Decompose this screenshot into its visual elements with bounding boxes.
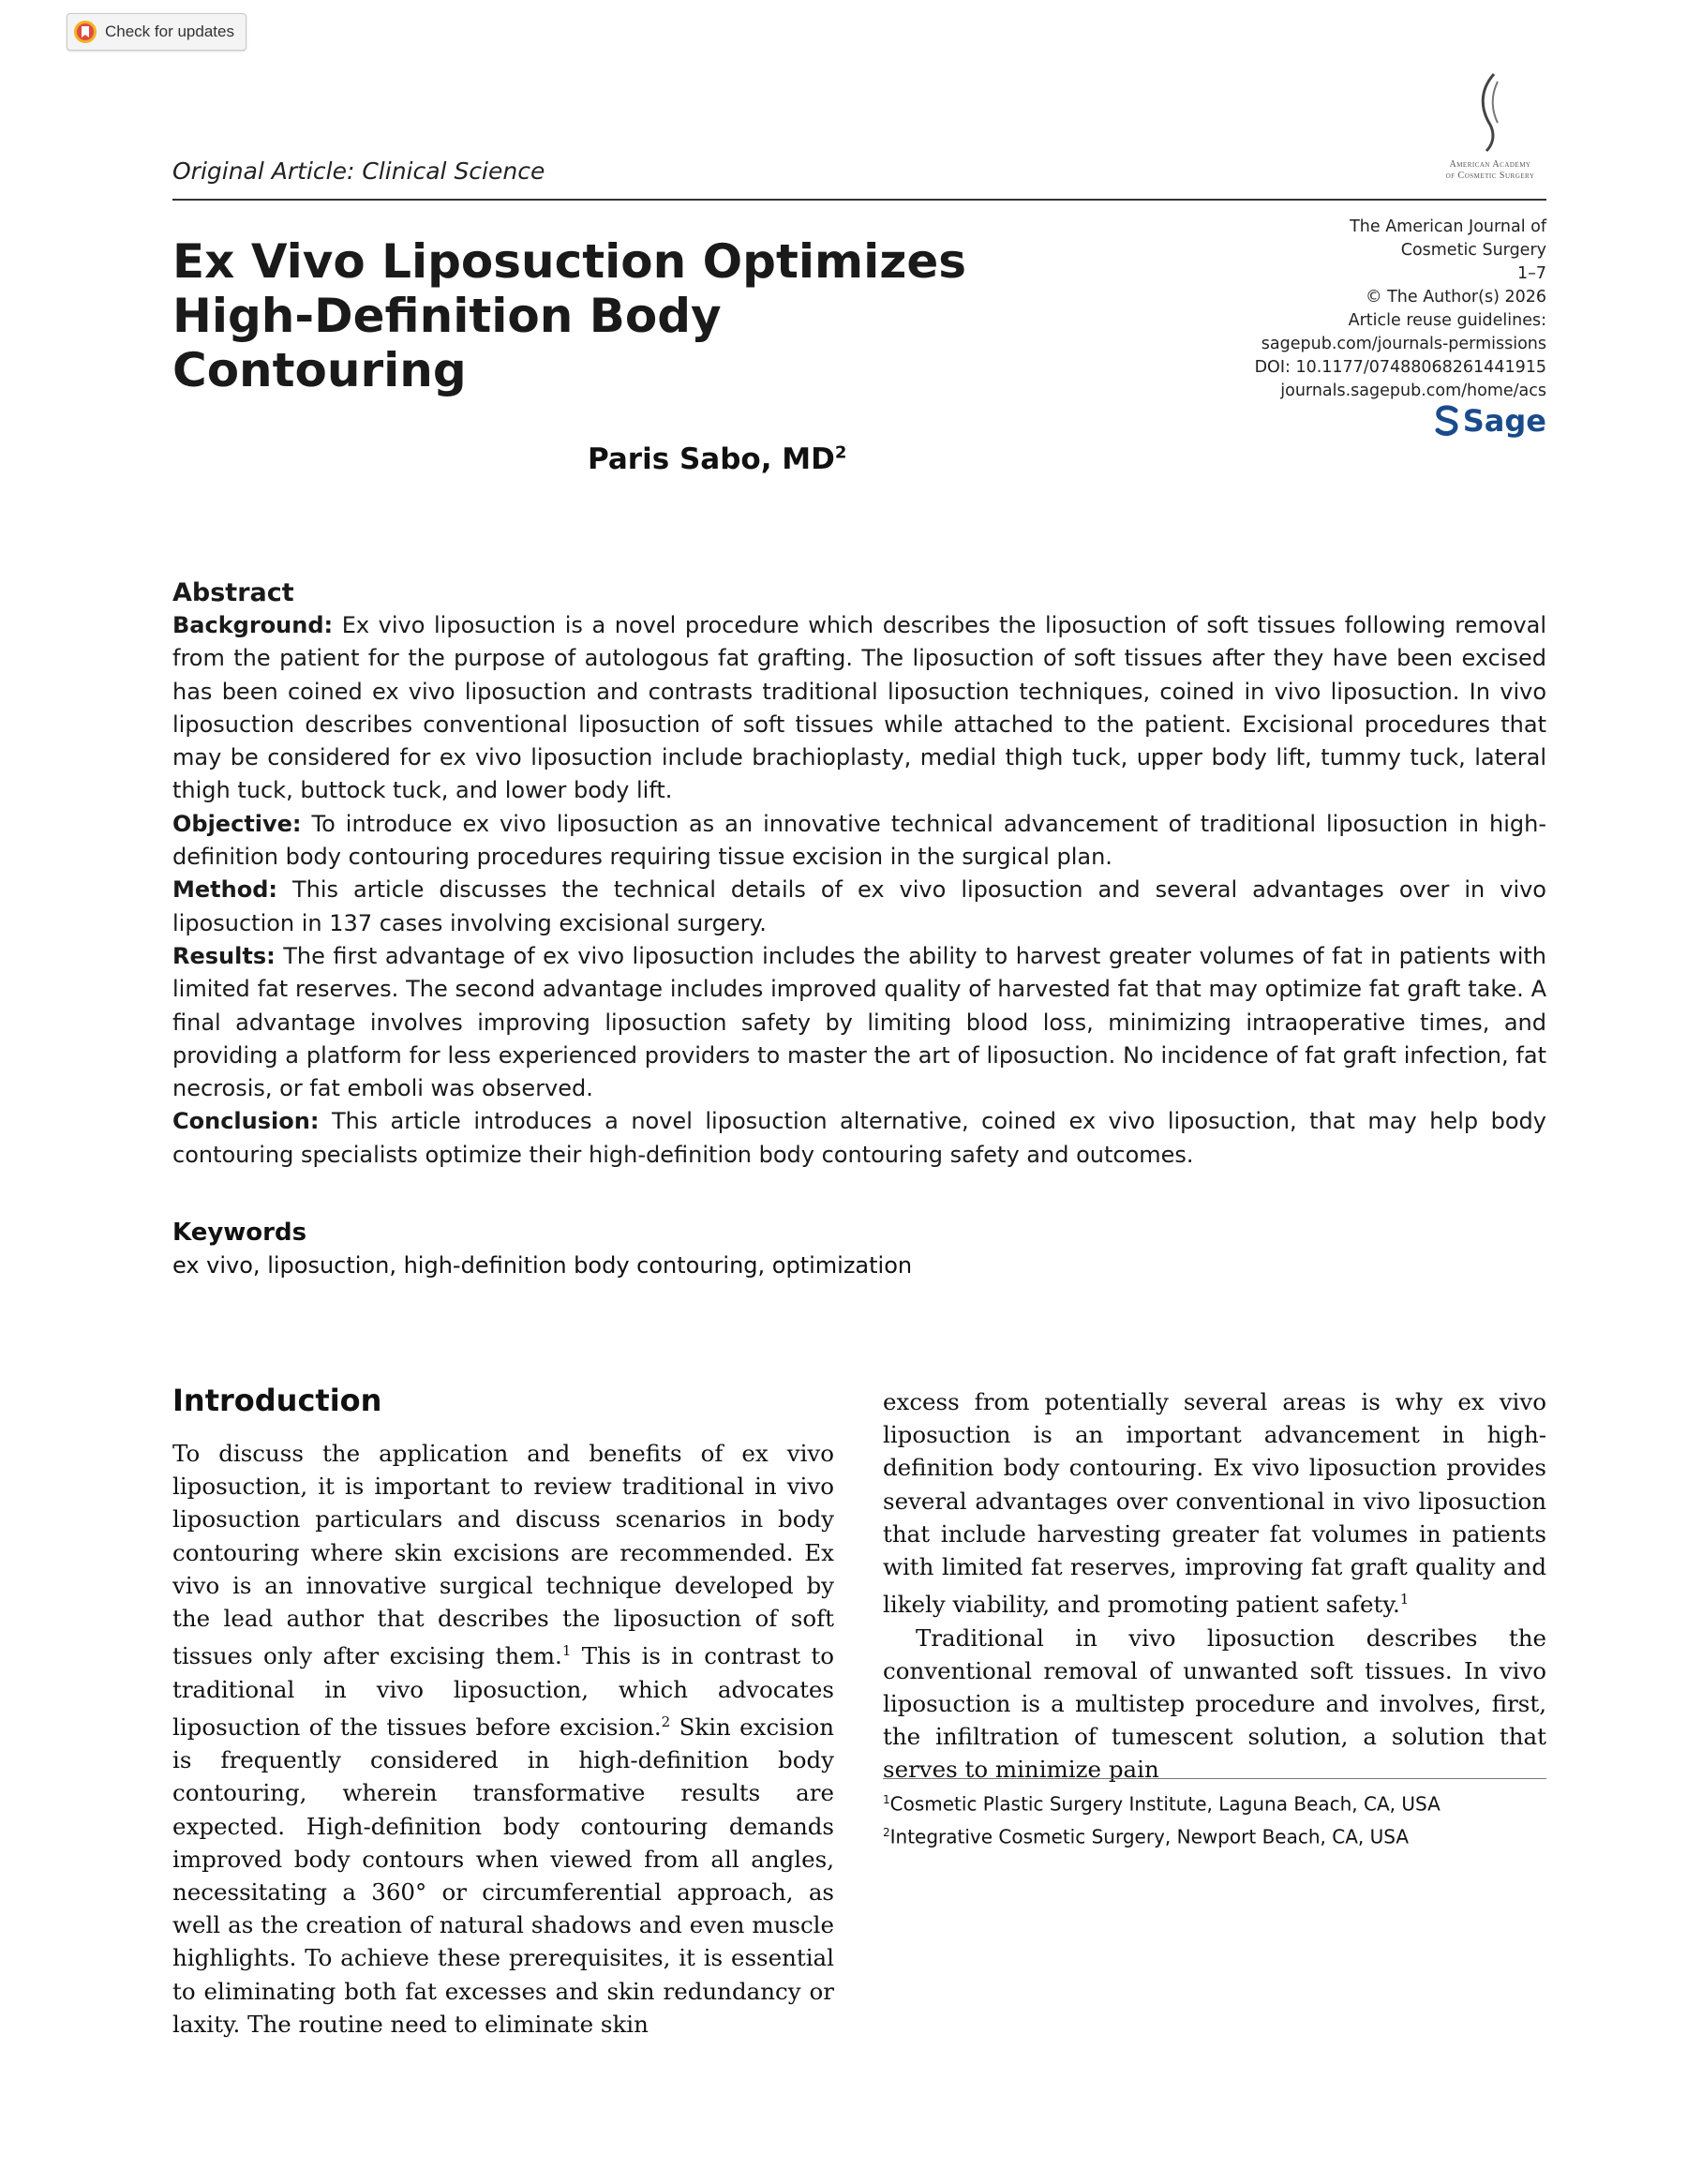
- reuse-label: Article reuse guidelines:: [1348, 311, 1546, 330]
- article-type: Original Article: Clinical Science: [172, 157, 545, 185]
- doi[interactable]: DOI: 10.1177/07488068261441915: [1254, 358, 1546, 377]
- objective-label: Objective:: [172, 810, 302, 837]
- abstract-results: [172, 940, 1546, 1105]
- aacs-logo: [1429, 70, 1551, 187]
- abstract-background: [172, 609, 1546, 808]
- footnote-item: [883, 1818, 1546, 1851]
- check-for-updates-button[interactable]: [67, 13, 246, 51]
- permissions-link[interactable]: sagepub.com/journals-permissions: [1261, 335, 1546, 353]
- results-label: Results:: [172, 942, 276, 969]
- journal-name-line2: Cosmetic Surgery: [1400, 241, 1546, 260]
- article-title-line2: High-Definition Body Contouring: [172, 289, 722, 397]
- intro-text-a: To discuss the application and benefits of ex vivo liposuction, it is important to review traditional in vivo liposuction particulars and discuss scenarios in body contouring where skin excisions are recommended. Ex vivo is an innovative surgical technique developed by the lead author that describes the liposuction of soft tissues only after excising them.: [172, 1440, 834, 1670]
- abstract-conclusion: [172, 1105, 1546, 1172]
- intro-paragraph-1: [172, 1437, 834, 2041]
- author-affiliation-mark: 2: [834, 442, 847, 463]
- check-for-updates-label: Check for updates: [105, 22, 234, 40]
- background-label: Background:: [172, 612, 334, 638]
- journal-info: [1255, 216, 1546, 403]
- background-text: Ex vivo liposuction is a novel procedure which describes the liposuction of soft tissues following removal from the patient for the purpose of autologous fat grafting. The liposuction of soft tissues after they have been excised has been coined ex vivo liposuction and contrasts traditional liposuction techniques, coined in vivo liposuction. In vivo liposuction describes conventional liposuction of soft tissues while attached to the patient. Excisional procedures that may be considered for ex vivo liposuction include brachioplasty, medial thigh tuck, upper body lift, tummy tuck, lateral thigh tuck, buttock tuck, and lower body lift.: [172, 612, 1546, 804]
- conclusion-text: This article introduces a novel liposuction alternative, coined ex vivo liposuction, that may help body contouring specialists optimize their high-definition body contouring safety and outcomes.: [172, 1108, 1546, 1168]
- citation-ref[interactable]: 1: [1399, 1591, 1410, 1608]
- header-divider: [172, 199, 1546, 201]
- intro-paragraph-1-cont: [883, 1385, 1546, 1622]
- footnotes: [883, 1786, 1546, 1850]
- sage-wordmark: Sage: [1462, 403, 1546, 439]
- article-title: [172, 234, 1016, 397]
- page-range: 1–7: [1516, 264, 1546, 283]
- keywords-text: ex vivo, liposuction, high-definition body contouring, optimization: [172, 1252, 913, 1279]
- footnote-text: Cosmetic Plastic Surgery Institute, Laguna Beach, CA, USA: [889, 1792, 1441, 1816]
- article-title-line1: Ex Vivo Liposuction Optimizes: [172, 234, 966, 289]
- journal-name-line1: The American Journal of: [1350, 217, 1546, 236]
- author-line: [588, 442, 846, 476]
- intro-text-d: excess from potentially several areas is why ex vivo liposuction is an important advancement in high-definition body contouring. Ex vivo liposuction provides several advantages over conventional in vivo liposuction that include harvesting greater fat volumes in patients with limited fat reserves, improving fat graft quality and likely viability, and promoting patient safety.: [883, 1388, 1546, 1619]
- footnote-mark: 1: [883, 1793, 890, 1806]
- intro-text-c: Skin excision is frequently considered in high-definition body contouring, wherein transformative results are expected. High-definition body contouring demands improved body contours when viewed from all angles, necessitating a 360° or circumferential approach, as well as the creation of natural shadows and even muscle highlights. To achieve these prerequisites, it is essential to eliminating both fat excesses and skin redundancy or laxity. The routine need to eliminate skin: [172, 1713, 834, 2038]
- abstract-method: [172, 874, 1546, 940]
- results-text: The first advantage of ex vivo liposuction includes the ability to harvest greater volumes of fat in patients with limited fat reserves. The second advantage includes improved quality of harvested fat that may optimize fat graft take. A final advantage involves improving liposuction safety by limiting blood loss, minimizing intraoperative times, and providing a platform for less experienced providers to master the art of liposuction. No incidence of fat graft infection, fat necrosis, or fat emboli was observed.: [172, 942, 1546, 1102]
- citation-ref[interactable]: 2: [661, 1713, 671, 1730]
- conclusion-label: Conclusion:: [172, 1108, 320, 1135]
- keywords-block: [172, 1217, 1546, 1282]
- copyright: © The Author(s) 2026: [1366, 288, 1546, 307]
- update-badge-icon: [73, 20, 97, 44]
- sage-logo: [1435, 403, 1546, 439]
- footnote-text: Integrative Cosmetic Surgery, Newport Beach, CA, USA: [889, 1825, 1409, 1848]
- journal-home-link[interactable]: journals.sagepub.com/home/acs: [1280, 381, 1546, 400]
- keywords-heading: Keywords: [172, 1219, 307, 1247]
- aacs-flame-logo-icon: [1462, 70, 1518, 155]
- abstract-heading: Abstract: [172, 578, 294, 607]
- footnote-item: [883, 1786, 1546, 1818]
- aacs-logo-line1: American Academy: [1449, 159, 1531, 170]
- intro-paragraph-2: Traditional in vivo liposuction describes the conventional removal of unwanted soft tissues. In vivo liposuction is a multistep procedure and involves, first, the infiltration of tumescent solution, a solution that serves to minimize pain: [883, 1623, 1546, 1784]
- aacs-logo-line2: of Cosmetic Surgery: [1445, 171, 1535, 181]
- abstract-objective: [172, 808, 1546, 875]
- citation-ref[interactable]: 1: [561, 1642, 572, 1660]
- body-column-left: [172, 1437, 834, 2041]
- sage-s-icon: [1435, 405, 1459, 437]
- method-label: Method:: [172, 876, 277, 904]
- objective-text: To introduce ex vivo liposuction as an innovative technical advancement of traditional liposuction in high-definition body contouring procedures requiring tissue excision in the surgical plan.: [172, 810, 1546, 871]
- abstract: [172, 576, 1546, 1172]
- method-text: This article discusses the technical details of ex vivo liposuction and several advantages over in vivo liposuction in 137 cases involving excisional surgery.: [172, 876, 1546, 936]
- author-name: Paris Sabo, MD: [588, 442, 835, 476]
- body-column-right: [883, 1385, 1546, 1787]
- footnote-divider: [883, 1778, 1546, 1779]
- introduction-heading: Introduction: [172, 1383, 382, 1418]
- intro-text-b: This is in contrast to traditional in vivo liposuction, which advocates liposuction of the tissues before excision.: [172, 1642, 835, 1741]
- footnote-mark: 2: [883, 1825, 890, 1839]
